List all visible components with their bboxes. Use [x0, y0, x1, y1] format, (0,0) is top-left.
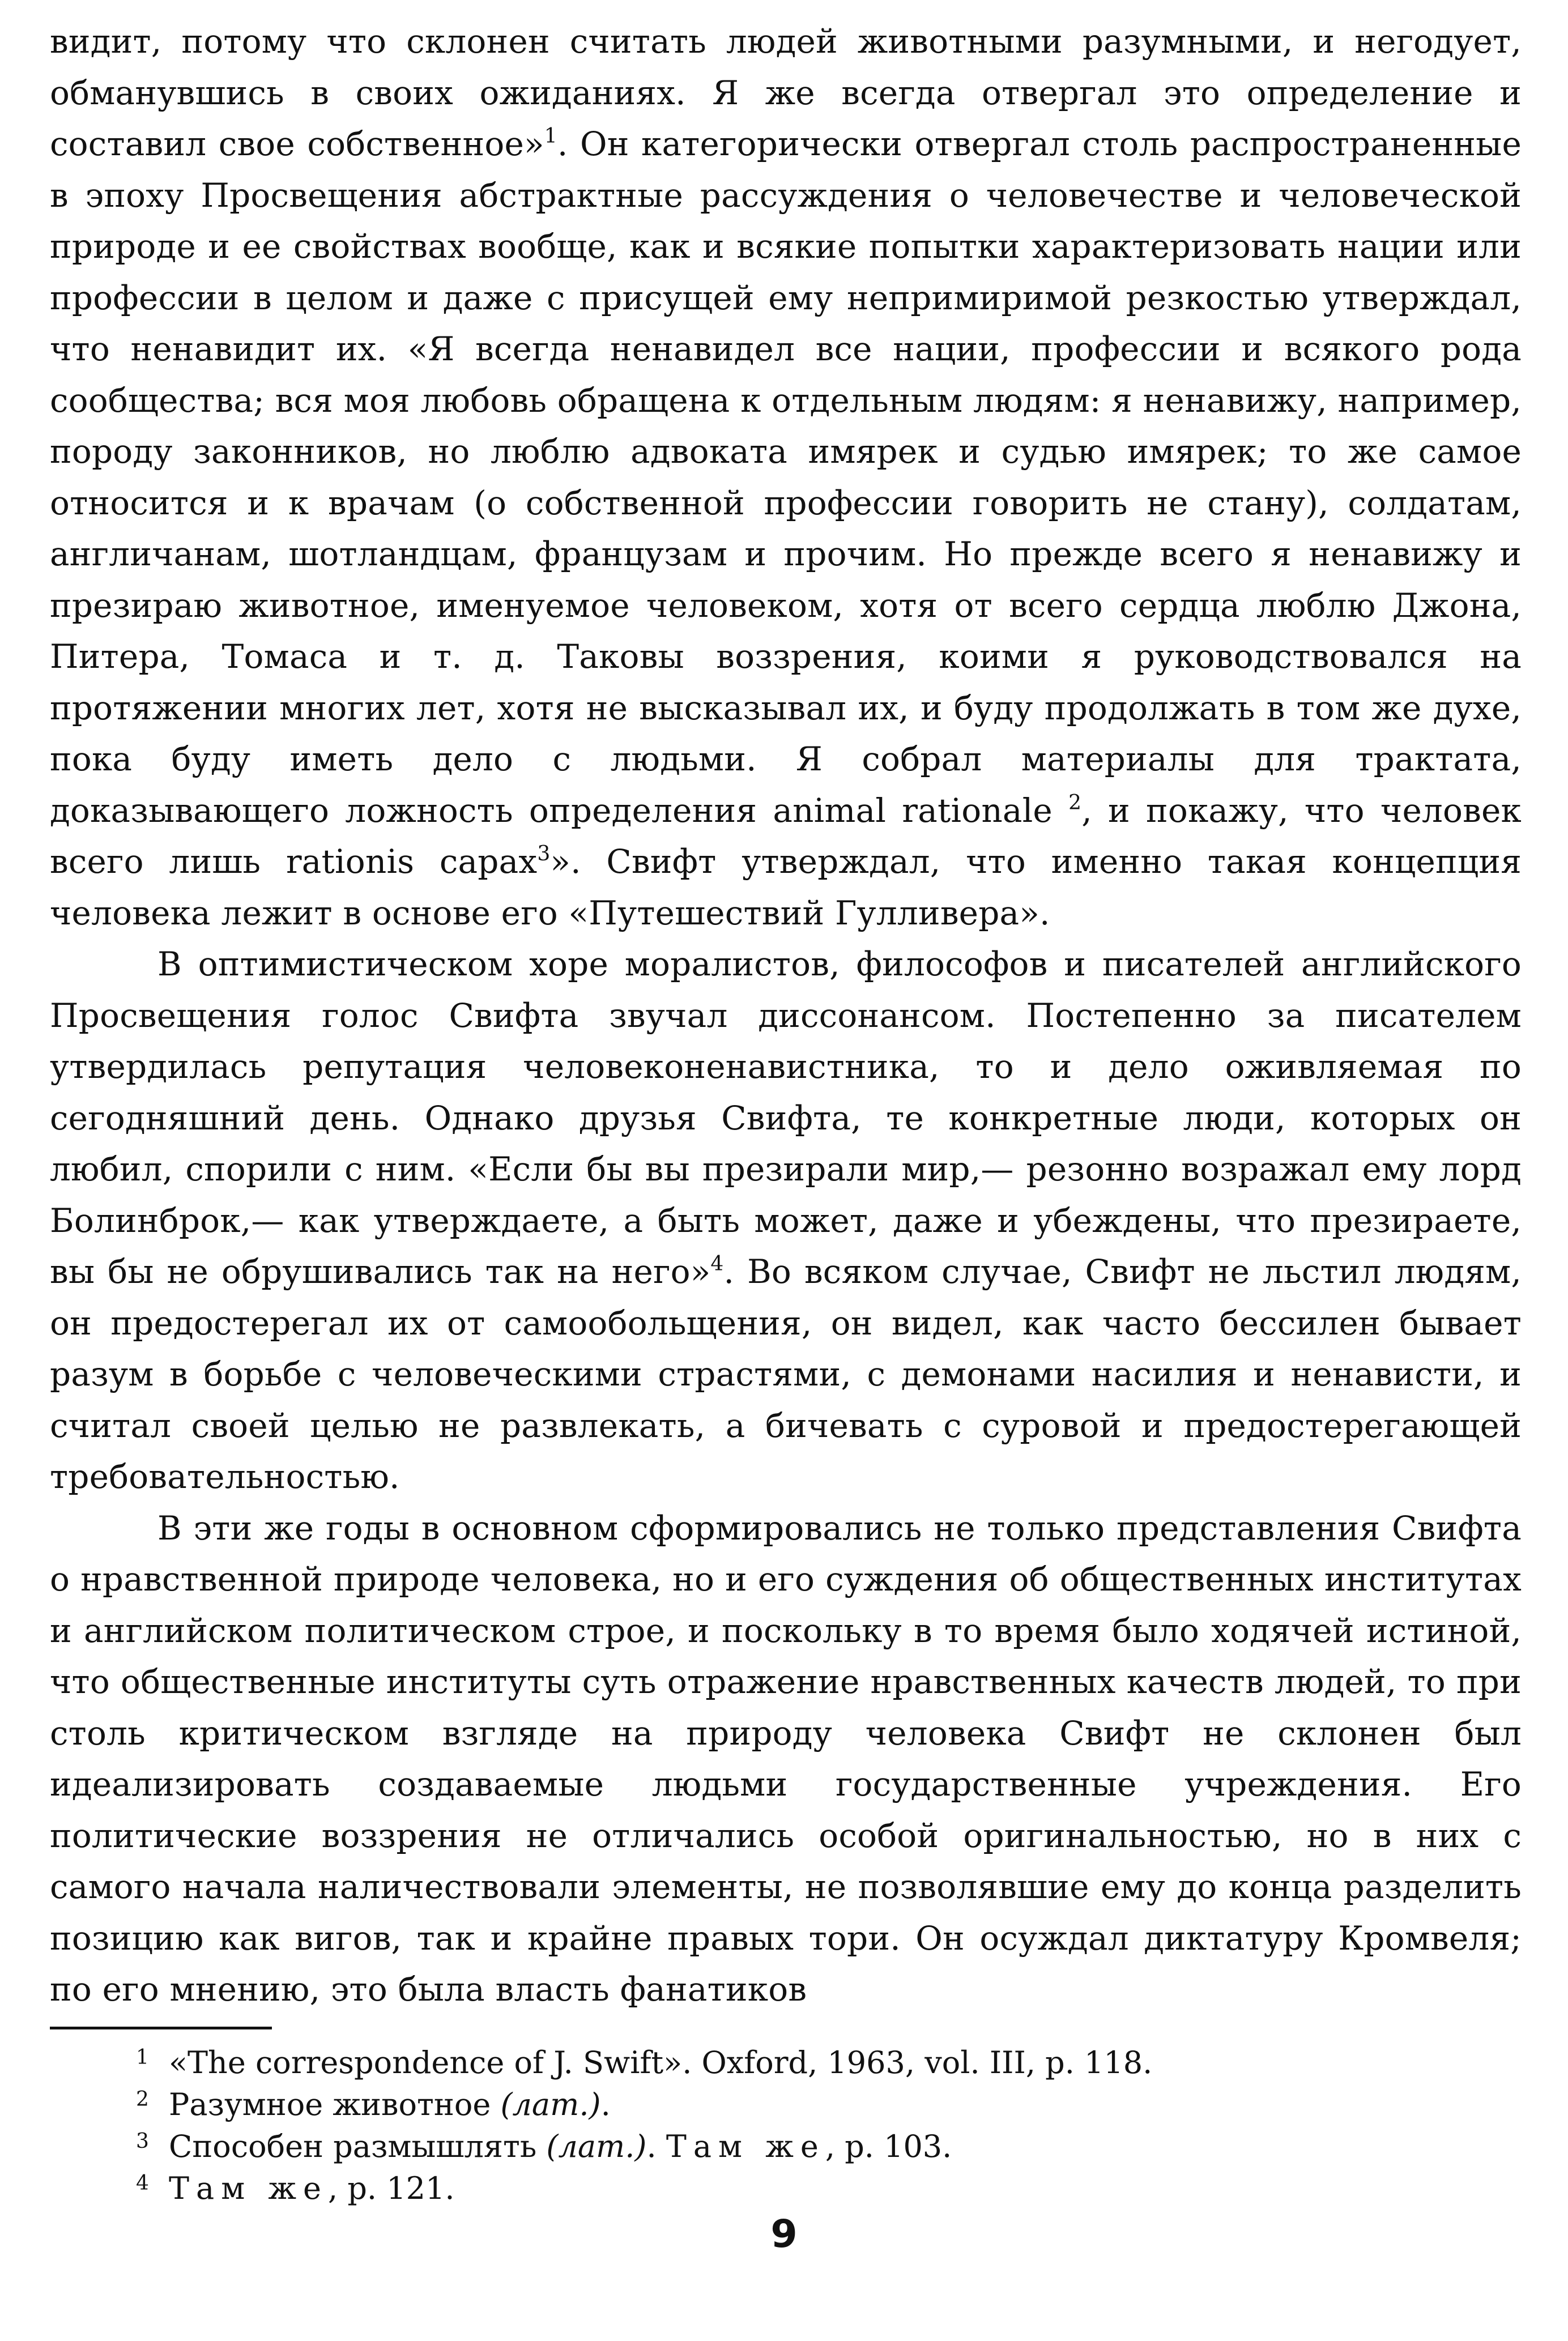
footnote-3: 3 Способен размышлять (лат.). Там же, p. 103. — [136, 2128, 952, 2164]
spaced-text: Там же — [169, 2170, 329, 2206]
text-run: , и покажу, что человек всего лишь rationis capax — [50, 791, 1522, 881]
text-run: В оптимистическом хоре моралистов, философов и писателей английского Просвещения голос Свифта звучал диссонансом. Постепенно за писателем утвердилась репутация человеконенавистника, то и дело оживляемая по сегодняшний день. Однако друзья Свифта, те конкретные люди, которых он любил, спорили с ним. «Если бы вы презирали мир,— резонно возражал ему лорд Болинброк,— как утверждаете, а быть может, даже и убеждены, что презираете, вы бы не обрушивались так на него» — [50, 945, 1522, 1291]
footnote-4: 4 Там же, p. 121. — [136, 2170, 455, 2206]
paragraph-1 — [50, 16, 1522, 939]
main-text — [50, 16, 1522, 2015]
page-number: 9 — [770, 2212, 798, 2257]
page-body — [50, 16, 1522, 2210]
text-run: Разумное животное — [169, 2086, 501, 2122]
text-run: ». Свифт утверждал, что именно такая концепция человека лежит в основе его «Путешествий Гулливера». — [50, 842, 1522, 932]
spaced-text: Там же — [666, 2128, 825, 2164]
paragraph-3 — [50, 1503, 1522, 2015]
footnotes — [50, 2042, 1522, 2210]
footnote-2: 2 Разумное животное (лат.). — [136, 2086, 611, 2122]
italic-text: (лат.) — [546, 2128, 647, 2164]
footnote-marker: 1 — [544, 125, 557, 148]
text-run: , p. 103. — [825, 2128, 952, 2164]
italic-text: (лат.) — [500, 2086, 601, 2122]
text-run: . — [646, 2128, 666, 2164]
text-run: В эти же годы в основном сформировались не только представления Свифта о нравственной природе человека, но и его суждения об общественных институтах и английском политическом строе, и поскольку в то время было ходячей истиной, что общественные институты суть отражение нравственных качеств людей, то при столь критическом взгляде на природу человека Свифт не склонен был идеализировать создаваемые людьми государственные учреждения. Его политические воззрения не отличались особой оригинальностью, но в них с самого начала наличествовали элементы, не позволявшие ему до конца разделить позицию как вигов, так и крайне правых тори. Он осуждал диктатуру Кромвеля; по его мнению, это была власть фанатиков — [50, 1508, 1522, 2009]
footnote-1: 1 «The correspondence of J. Swift». Oxford, 1963, vol. III, p. 118. — [136, 2044, 1153, 2080]
text-run: . Во всяком случае, Свифт не льстил людям, он предостерегал их от самообольщения, он видел, как часто бессилен бывает разум в борьбе с человеческими страстями, с демонами насилия и ненависти, и считал своей целью не развлекать, а бичевать с суровой и предостерегающей требовательностью. — [50, 1252, 1522, 1496]
text-run: видит, потому что склонен считать людей животными разумными, и негодует, обманувшись в своих ожиданиях. Я же всегда отвергал это определение и составил свое собственное» — [50, 22, 1522, 163]
footnote-marker: 4 — [710, 1252, 724, 1276]
footnote-divider — [50, 2027, 272, 2029]
text-run: «The correspondence of J. Swift». Oxford, 1963, vol. III, p. 118. — [169, 2044, 1153, 2080]
text-run: , p. 121. — [328, 2170, 455, 2206]
text-run: . — [600, 2086, 611, 2122]
text-run: . Он категорически отвергал столь распространенные в эпоху Просвещения абстрактные рассуждения о человечестве и человеческой природе и ее свойствах вообще, как и всякие попытки характеризовать нации или профессии в целом и даже с присущей ему непримиримой резкостью утверждал, что ненавидит их. «Я всегда ненавидел все нации, профессии и всякого рода сообщества; вся моя любовь обращена к отдельным людям: я ненавижу, например, породу законников, но люблю адвоката имярек и судью имярек; то же самое относится и к врачам (о собственной профессии говорить не стану), солдатам, англичанам, шотландцам, французам и прочим. Но прежде всего я ненавижу и презираю животное, именуемое человеком, хотя от всего сердца люблю Джона, Питера, Томаса и т. д. Таковы воззрения, коими я руководствовался на протяжении многих лет, хотя не высказывал их, и буду продолжать в том же духе, пока буду иметь дело с людьми. Я собрал материалы для трактата, доказывающего ложность определения animal rationale — [50, 125, 1522, 830]
footnote-marker: 3 — [537, 842, 551, 865]
paragraph-2 — [50, 939, 1522, 1503]
text-run: Способен размышлять — [169, 2128, 547, 2164]
footnote-marker: 2 — [1068, 791, 1082, 815]
